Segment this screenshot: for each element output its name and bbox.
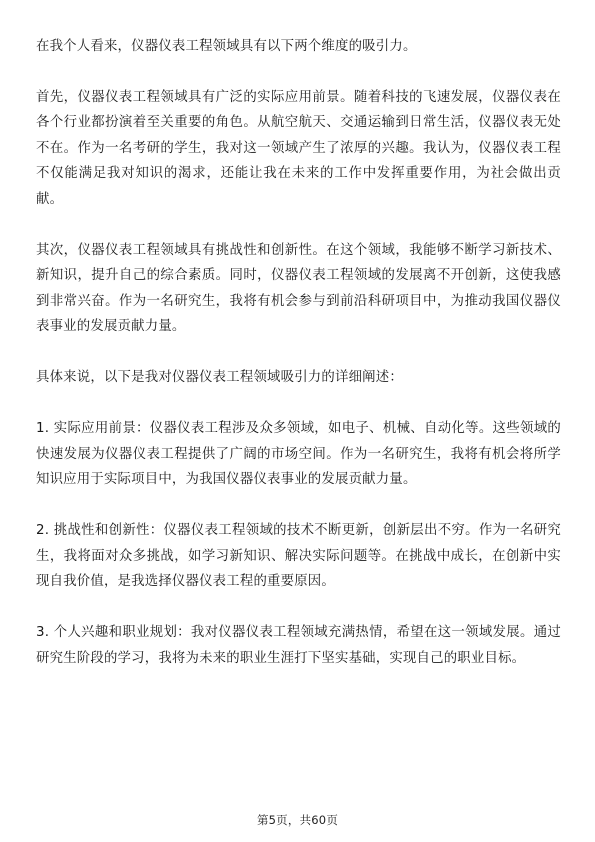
- list-item-interest: 3. 个人兴趣和职业规划：我对仪器仪表工程领域充满热情，希望在这一领域发展。通过研究生阶段的学习，我将为未来的职业生涯打下坚实基础，实现自己的职业目标。: [36, 625, 561, 666]
- paragraph-detail-intro: 具体来说，以下是我对仪器仪表工程领域吸引力的详细阐述：: [36, 370, 403, 385]
- document-body: [36, 34, 561, 671]
- paragraph-first-reason: 首先，仪器仪表工程领域具有广泛的实际应用前景。随着科技的飞速发展，仪器仪表在各个行业都扮演着至关重要的角色。从航空航天、交通运输到日常生活，仪器仪表无处不在。作为一名考研的学生，我对这一领域产生了浓厚的兴趣。我认为，仪器仪表工程不仅能满足我对知识的渴求，还能让我在未来的工作中发挥重要作用，为社会做出贡献。: [36, 89, 561, 207]
- intro-paragraph: 在我个人看来，仪器仪表工程领域具有以下两个维度的吸引力。: [36, 39, 417, 54]
- paragraph-second-reason: 其次，仪器仪表工程领域具有挑战性和创新性。在这个领域，我能够不断学习新技术、新知识，提升自己的综合素质。同时，仪器仪表工程领域的发展离不开创新，这使我感到非常兴奋。作为一名研究生，我将有机会参与到前沿科研项目中，为推动我国仪器仪表事业的发展贡献力量。: [36, 242, 561, 334]
- list-item-application: 1. 实际应用前景：仪器仪表工程涉及众多领域，如电子、机械、自动化等。这些领域的快速发展为仪器仪表工程提供了广阔的市场空间。作为一名研究生，我将有机会将所学知识应用于实际项目中，为我国仪器仪表事业的发展贡献力量。: [36, 421, 561, 487]
- list-item-challenge: 2. 挑战性和创新性：仪器仪表工程领域的技术不断更新，创新层出不穷。作为一名研究生，我将面对众多挑战，如学习新知识、解决实际问题等。在挑战中成长，在创新中实现自我价值，是我选择仪器仪表工程的重要原因。: [36, 523, 561, 589]
- page-number-footer: 第5页，共60页: [256, 813, 339, 827]
